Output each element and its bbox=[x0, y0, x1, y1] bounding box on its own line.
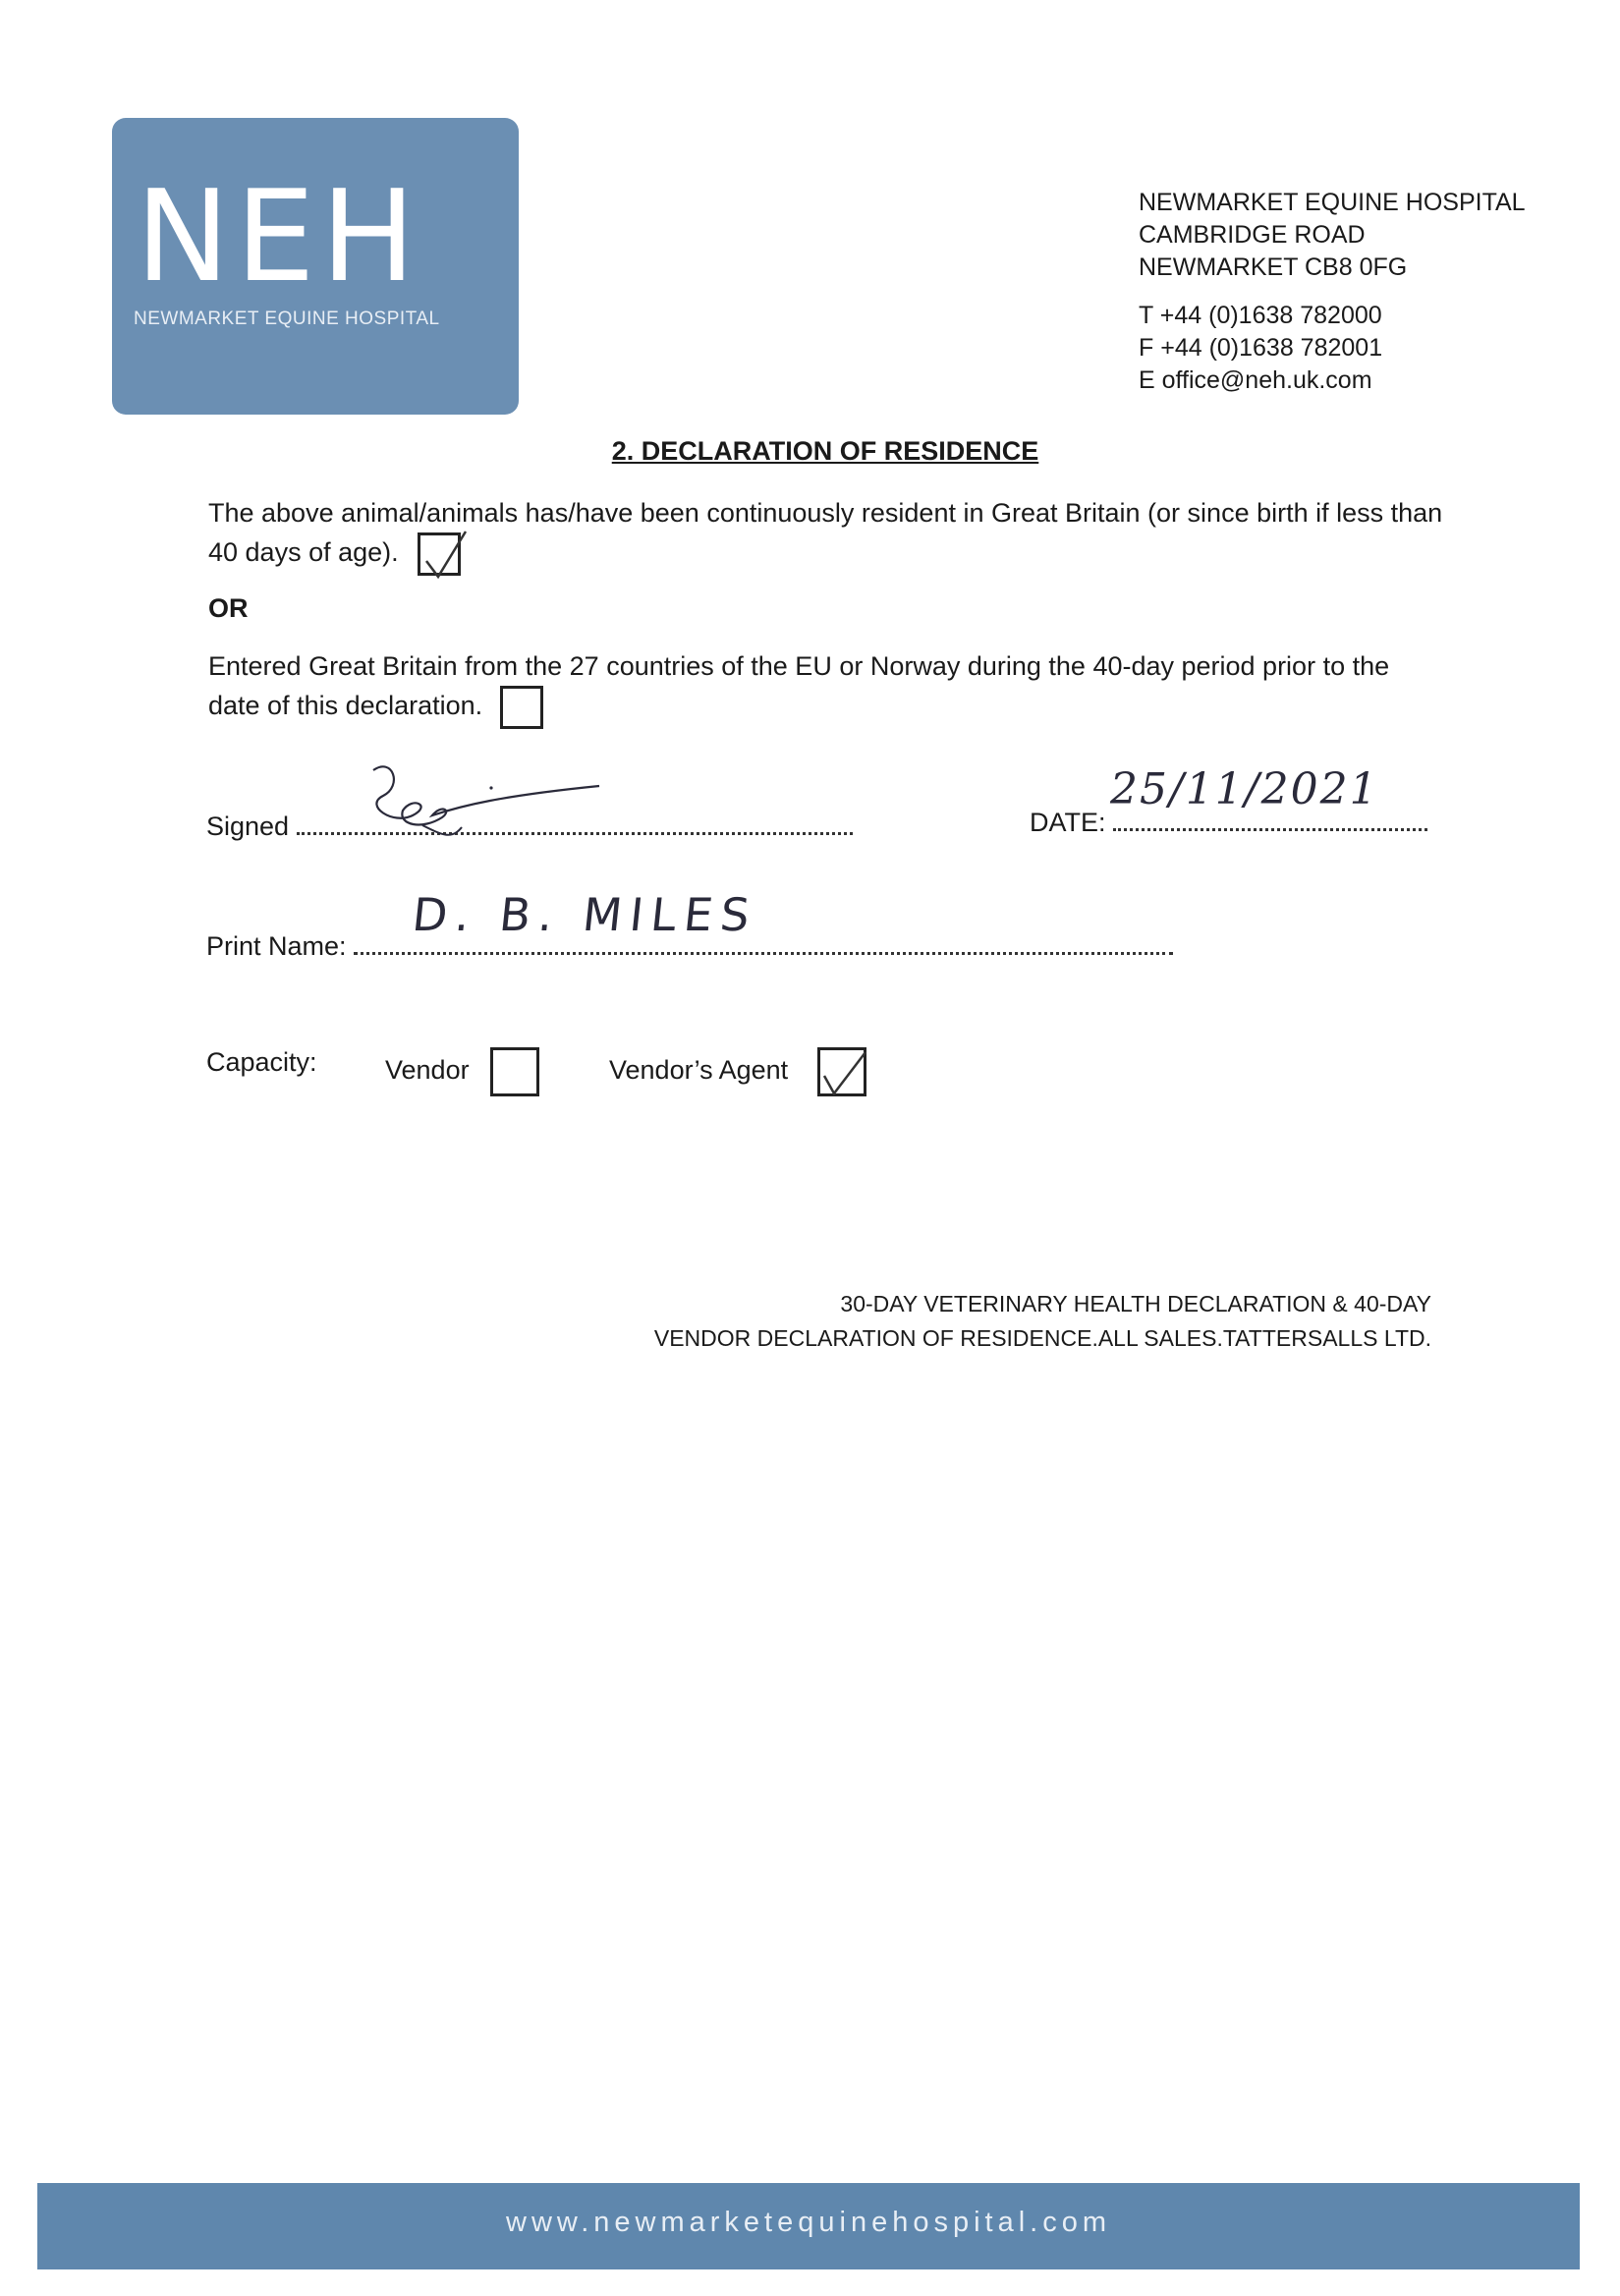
option-entered bbox=[208, 646, 1446, 729]
address-block bbox=[1139, 187, 1526, 397]
print-name-label: Print Name: bbox=[206, 931, 347, 961]
capacity-label: Capacity: bbox=[206, 1047, 317, 1077]
address-fax: F +44 (0)1638 782001 bbox=[1139, 334, 1383, 362]
date-label: DATE: bbox=[1030, 808, 1106, 837]
address-line-3: NEWMARKET CB8 0FG bbox=[1139, 253, 1408, 281]
print-name-value: D. B. MILES bbox=[410, 888, 760, 941]
capacity-vendor bbox=[385, 1047, 539, 1096]
or-label: OR bbox=[208, 593, 249, 623]
website-url: www.newmarketequinehospital.com bbox=[506, 2207, 1111, 2238]
logo-mark: NEH bbox=[136, 164, 421, 310]
vendor-checkbox[interactable] bbox=[490, 1047, 539, 1096]
date-field[interactable] bbox=[1113, 828, 1427, 831]
signature-scribble-icon bbox=[354, 756, 609, 855]
option-resident-text: The above animal/animals has/have been continuously resident in Great Britain (or since birth if less than 40 days of age). bbox=[208, 498, 1443, 568]
form-reference-line-1: 30-DAY VETERINARY HEALTH DECLARATION & 40-DAY bbox=[840, 1291, 1431, 1316]
address-line-2: CAMBRIDGE ROAD bbox=[1139, 221, 1366, 249]
address-email: E office@neh.uk.com bbox=[1139, 366, 1372, 394]
address-line-1: NEWMARKET EQUINE HOSPITAL bbox=[1139, 189, 1526, 216]
option-entered-text: Entered Great Britain from the 27 countries of the EU or Norway during the 40-day period prior to the date of this declaration. bbox=[208, 651, 1390, 721]
vendor-label: Vendor bbox=[385, 1055, 470, 1086]
check-mark-icon bbox=[417, 526, 472, 585]
option-resident-checkbox[interactable] bbox=[418, 532, 461, 576]
neh-logo bbox=[112, 118, 519, 415]
option-resident bbox=[208, 493, 1446, 576]
date-value: 25/11/2021 bbox=[1110, 764, 1379, 814]
form-reference-note bbox=[654, 1287, 1431, 1356]
logo-name: NEWMARKET EQUINE HOSPITAL bbox=[134, 308, 440, 329]
print-name-field[interactable] bbox=[354, 952, 1173, 955]
option-entered-checkbox[interactable] bbox=[500, 686, 543, 729]
footer-bar bbox=[37, 2183, 1580, 2269]
section-heading: 2. DECLARATION OF RESIDENCE bbox=[611, 436, 1039, 466]
vendor-agent-label: Vendor’s Agent bbox=[609, 1055, 789, 1086]
address-phone: T +44 (0)1638 782000 bbox=[1139, 302, 1382, 329]
signed-label: Signed bbox=[206, 812, 290, 841]
form-reference-line-2: VENDOR DECLARATION OF RESIDENCE.ALL SALES.TATTERSALLS LTD. bbox=[653, 1325, 1431, 1351]
check-mark-icon bbox=[816, 1040, 871, 1099]
capacity-agent bbox=[609, 1047, 866, 1096]
vendor-agent-checkbox[interactable] bbox=[817, 1047, 866, 1096]
